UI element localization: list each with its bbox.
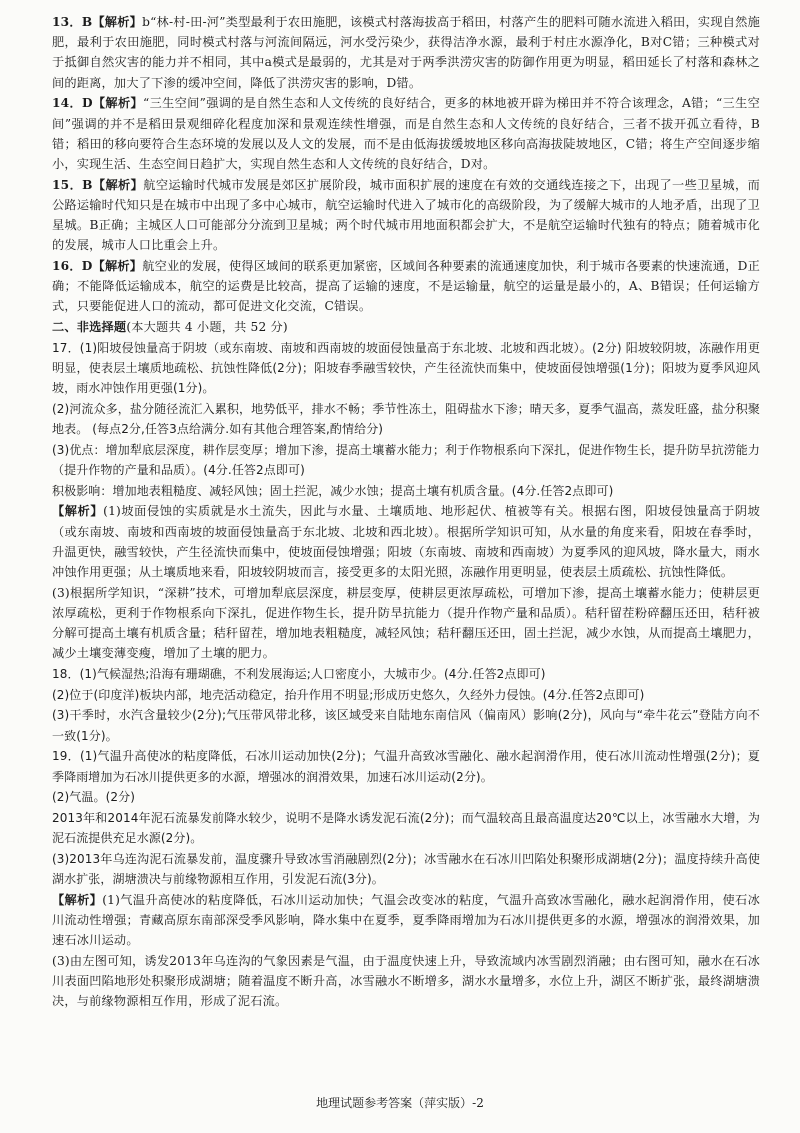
paragraph-text: (3)2013年乌连沟泥石流暴发前，温度骤升导致冰雪消融剧烈(2分)；冰雪融水在石冰川凹陷处积聚形成湖塘(2分)；温度持续升高使湖水扩张，湖塘溃决与前缘物源相互作用，引发泥石流(3分)。 [52, 851, 760, 887]
answer-paragraph-p13 [52, 12, 760, 93]
paragraph-text: 2013年和2014年泥石流暴发前降水较少，说明不是降水诱发泥石流(2分)；而气温较高且最高温度达20℃以上，冰雪融水大增，为泥石流提供充足水源(2分)。 [52, 810, 760, 846]
paragraph-text: (2)位于(印度洋)板块内部，地壳活动稳定，抬升作用不明显;形成历史悠久，久经外力侵蚀。(4分.任答2点即可) [52, 687, 645, 702]
paragraph-text: b“林-村-田-河”类型最利于农田施肥，该模式村落海拔高于稻田，村落产生的肥料可随水流进入稻田，实现自然施肥，最利于农田施肥，同时模式村落与河流间隔远，河水受污染少，获得洁净水源，最利于村庄水源净化，B对C错；三种模式对于抵御自然灾害的能力并不相同，其中a模式是最弱的，尤其是对于两季洪涝灾害的防御作用更为明显，稻田延长了村落和森林之间的距离，加大了下渗的缓冲空间，降低了洪涝灾害的影响，D错。 [52, 15, 760, 90]
paragraph-text: 18．(1)气候湿热;沿海有珊瑚礁，不利发展海运;人口密度小，大城市少。(4分.任答2点即可) [52, 667, 546, 681]
answer-paragraph-x17_1 [52, 501, 760, 582]
paragraph-tag: 13．B【解析】 [52, 15, 143, 29]
paragraph-text: (本大题共 4 小题，共 52 分) [126, 320, 288, 335]
answer-paragraph-x19_1 [52, 890, 760, 951]
paragraph-text: 19．(1)气温升高使冰的粘度降低，石冰川运动加快(2分)；气温升高致冰雪融化、融水起润滑作用，使石冰川流动性增强(2分)；夏季降雨增加为石冰川提供更多的水源，增强冰的润滑效果，加速石冰川运动(2分)。 [52, 749, 760, 784]
paragraph-tag: 16．D【解析】 [52, 258, 143, 273]
paragraph-text: (3)由左图可知，诱发2013年乌连沟的气象因素是气温，由于温度快速上升，导致流域内冰雪剧烈消融；由右图可知，融水在石冰川表面凹陷地形处积聚形成湖塘；随着温度不断升高，冰雪融水不断增多，湖水水量增多，水位上升，湖区不断扩张，最终湖塘溃决，与前缘物源相互作用，形成了泥石流。 [52, 953, 760, 1009]
answer-paragraph-x17_3 [52, 583, 760, 664]
answer-paragraph-x19_3 [52, 951, 760, 1012]
answer-paragraph-p16 [52, 256, 760, 317]
paragraph-text: (1)气温升高使冰的粘度降低，石冰川运动加快；气温会改变冰的粘度，气温升高致冰雪融化，融水起润滑作用，使石冰川流动性增强；青藏高原东南部深受季风影响，降水集中在夏季，夏季降雨增加为石冰川提供更多的水源，增强冰的润滑效果，加速石冰川运动。 [52, 892, 760, 948]
paragraph-tag: 15．B【解析】 [52, 177, 144, 192]
paragraph-text: “三生空间”强调的是自然生态和人文传统的良好结合，更多的林地被开辟为梯田并不符合该理念，A错；“三生空间”强调的并不是稻田景观细碎化程度加深和景观连续性增强，而是自然生态和人文传统的良好结合，三者不拔开孤立看待，B错；稻田的移向要符合生态环境的发展以及人文的发展，而不是由低海拔缓坡地区移向高海拔陡坡地区，C错；将生产空间逐步缩小，实现生活、生态空间日趋扩大，实现自然生态和人文传统的良好结合，D对。 [52, 96, 760, 171]
answer-paragraph-a17_3 [52, 440, 760, 480]
answer-paragraph-p15 [52, 175, 760, 256]
answer-paragraph-a17_1 [52, 338, 760, 399]
paragraph-text: 17．(1)阳坡侵蚀量高于阴坡（或东南坡、南坡和西南坡的坡面侵蚀量高于东北坡、北坡和西北坡）。(2分) 阳坡较阴坡，冻融作用更明显，使表层土壤质地疏松、抗蚀性降低(2分)；阳坡春季融雪较快，产生径流快而集中，使坡面侵蚀增强(1分)；阳坡为夏季风迎风坡，雨水冲蚀作用更强(1分)。 [52, 340, 760, 396]
page-footer: 地理试题参考答案（萍实版）-2 [316, 1096, 484, 1110]
paragraph-text: (3)根据所学知识，“深耕”技术，可增加犁底层深度，耕层变厚，使耕层更浓厚疏松，可增加下渗，提高土壤蓄水能力；使耕层更浓厚疏松，更利于作物根系向下深扎，促进作物生长，提升防旱抗能力（提升作物产量和品质）。秸秆留茬粉碎翻压还田，秸秆被分解可提高土壤有机质含量；秸秆留茬，增加地表粗糙度，减轻风蚀；秸秆翻压还田，固土拦泥，减少水蚀，从而提高土壤肥力，减少土壤变薄变瘦，增加了土壤的肥力。 [52, 585, 760, 661]
paragraph-tag: 14．D【解析】 [52, 96, 143, 111]
answer-paragraph-a19_3 [52, 849, 760, 889]
paragraph-text: 积极影响：增加地表粗糙度、减轻风蚀；固土拦泥，减少水蚀；提高土壤有机质含量。(4分.任答2点即可) [52, 483, 614, 498]
paragraph-tag: 【解析】 [52, 504, 104, 519]
answer-paragraph-p14 [52, 93, 760, 174]
answer-paragraph-a19_1 [52, 746, 760, 786]
paragraph-text: 航空业的发展，使得区域间的联系更加紧密，区域间各种要素的流通速度加快，利于城市各要素的快速流通，D正确；不能降低运输成本，航空的运费是比较高，提高了运输的速度，不是运输量，航空的运量是最小的，A、B错误；任何运输方式，只要能促进人口的流动，都可促进文化交流，C错误。 [52, 258, 760, 314]
answer-paragraph-a18_2 [52, 685, 760, 705]
answer-paragraph-a18_3 [52, 705, 760, 745]
paragraph-text: (1)坡面侵蚀的实质就是水土流失，因此与水量、土壤质地、地形起伏、植被等有关。根据右图，阳坡侵蚀量高于阴坡（或东南坡、南坡和西南坡的坡面侵蚀量高于东北坡、北坡和西北坡）。根据所学知识可知，从水量的角度来看，阳坡在春季时，升温更快，融雪较快，产生径流快而集中，使坡面侵蚀增强；阳坡（东南坡、南坡和西南坡）为夏季风的迎风坡，降水量大，雨水冲蚀作用更强；从土壤质地来看，阳坡较阴坡而言，接受更多的太阳光照，冻融作用更明显，使表层土质疏松、抗蚀性降低。 [52, 504, 760, 579]
paragraph-text: (3)干季时，水汽含量较少(2分);气压带风带北移，该区域受来自陆地东南信风（偏南风）影响(2分)，风向与“牵牛花云”登陆方向不一致(1分)。 [52, 708, 760, 743]
answer-paragraph-a17_2 [52, 399, 760, 439]
answer-content [52, 12, 760, 1011]
answer-paragraph-a19_2b [52, 808, 760, 848]
answer-paragraph-a19_2 [52, 787, 760, 807]
answer-paragraph-a17_4 [52, 481, 760, 501]
paragraph-text: (2)气温。(2分) [52, 790, 135, 805]
paragraph-text: 航空运输时代城市发展是郊区扩展阶段，城市面积扩展的速度在有效的交通线连接之下，出现了一些卫星城，而公路运输时代知只是在城市中出现了多中心城市，航空运输时代进入了城市化的高级阶段，为了缓解大城市的人地矛盾，出现了卫星城。B正确；主城区人口可能部分分流到卫星城；两个时代城市用地面积都会扩大，不是航空运输时代独有的特点；随着城市化的发展，城市人口比重会上升。 [52, 177, 760, 253]
paragraph-text: (2)河流众多，盐分随径流汇入累积，地势低平，排水不畅；季节性冻土，阻碍盐水下渗；晴天多，夏季气温高，蒸发旺盛，盐分积聚地表。 (每点2分,任答3点给满分.如有其他合理答案,酌情给分) [52, 401, 760, 437]
answer-paragraph-a18_1 [52, 664, 760, 684]
answer-paragraph-sec2 [52, 317, 760, 337]
paragraph-text: (3)优点：增加犁底层深度，耕作层变厚；增加下渗，提高土壤蓄水能力；利于作物根系向下深扎，促进作物生长，提升防旱抗涝能力（提升作物的产量和品质）。(4分.任答2点即可) [52, 442, 760, 477]
paragraph-tag: 【解析】 [52, 892, 103, 907]
paragraph-tag: 二、非选择题 [52, 320, 127, 335]
